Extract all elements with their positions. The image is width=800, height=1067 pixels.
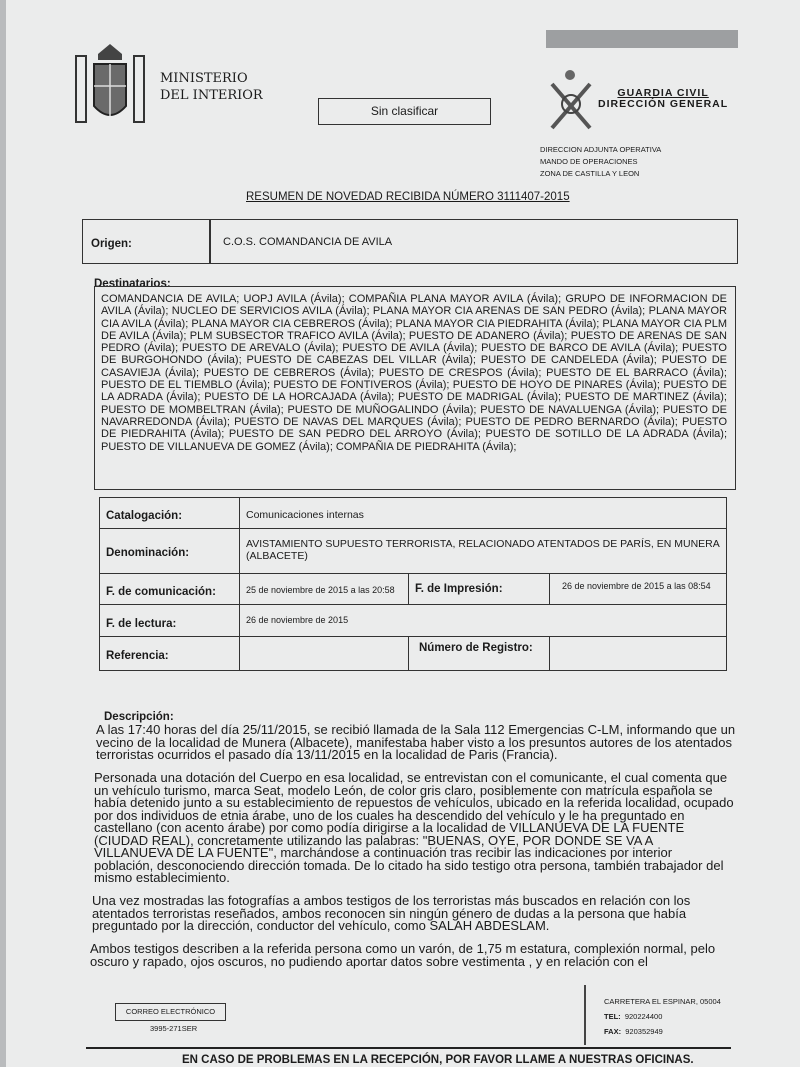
footer-fax: [604, 1024, 721, 1039]
guardia-civil-title: GUARDIA CIVIL: [617, 87, 709, 99]
coat-of-arms-icon: [70, 40, 150, 132]
document-title: RESUMEN DE NOVEDAD RECIBIDA NÚMERO 3111407-2015: [246, 191, 570, 203]
description-paragraph-1: A las 17:40 horas del día 25/11/2015, se recibió llamada de la Sala 112 Emergencias C-LM, informando que un vecino de la localidad de Munera (Albacete), manifestaba haber visto a los presuntos autores de los atentados terroristas ocurridos el pasado día 13/11/2015 en la localidad de Paris (Francia).: [96, 722, 736, 762]
origin-value: C.O.S. COMANDANCIA DE AVILA: [223, 236, 393, 248]
fax-number: 920352949: [625, 1027, 663, 1036]
office-line-2: MANDO DE OPERACIONES: [540, 157, 638, 166]
cataloging-value: Comunicaciones internas: [240, 498, 727, 529]
guardia-civil-direction: DIRECCIÓN GENERAL: [598, 98, 729, 110]
registry-number-label: Número de Registro:: [409, 637, 550, 671]
details-table: [99, 497, 727, 671]
footer-phone: [604, 1009, 721, 1024]
ministry-line-2: DEL INTERIOR: [160, 88, 263, 103]
classification-label: Sin clasificar: [370, 104, 439, 118]
description-paragraph-2: Personada una dotación del Cuerpo en esa localidad, se entrevistan con el comunicante, el cual comenta que un vehículo turismo, marca Seat, modelo León, de color gris claro, posiblemente con matrícula española se había detenido junto a su establecimiento de repuestos de vehículos, ubicado en la referida localidad, ocupado por dos individuos de etnia árabe, uno de los cuales ha descendido del vehículo y le ha preguntado en castellano (con acento árabe) por como podía dirigirse a la localidad de VILLANUEVA DE LA FUENTE (CIUDAD REAL), concretamente utilizando las palabras: "BUENAS, OYE, POR DONDE SE VA A VILLANUEVA DE LA FUENTE", marchándose a continuación tras recibir las indicaciones por interior población, desconociendo dirección tomada. De lo citado ha sido testigo otra persona, también trabajador del mismo establecimiento.: [94, 770, 734, 885]
footer-divider: [584, 985, 586, 1045]
email-label: CORREO ELECTRÓNICO: [125, 1007, 216, 1016]
recipients-text: COMANDANCIA DE AVILA; UOPJ AVILA (Ávila); COMPAÑIA PLANA MAYOR AVILA (Ávila); GRUPO DE INFORMACION DE AVILA (Ávila); NUCLEO DE SERVICIOS AVILA (Ávila); PLANA MAYOR CIA ARENAS DE SAN PEDRO (Ávila); PLANA MAYOR CIA AVILA (Ávila); PLANA MAYOR CIA CEBREROS (Ávila); PLANA MAYOR CIA PIEDRAHITA (Ávila); PLANA MAYOR CIA PLM DE AVILA (Ávila); PLM SUBSECTOR TRAFICO AVILA (Ávila); PUESTO DE ADANERO (Ávila); PUESTO DE ARENAS DE SAN PEDRO (Ávila); PUESTO DE AREVALO (Ávila); PUESTO DE AVILA (Ávila); PUESTO DE BARCO DE AVILA (Ávila); PUESTO DE BURGOHONDO (Ávila); PUESTO DE CABEZAS DEL VILLAR (Ávila); PUESTO DE CANDELEDA (Ávila); PUESTO DE CASAVIEJA (Ávila); PUESTO DE CEBREROS (Ávila); PUESTO DE CRESPOS (Ávila); PUESTO DE EL BARRACO (Ávila); PUESTO DE EL TIEMBLO (Ávila); PUESTO DE FONTIVEROS (Ávila); PUESTO DE HOYO DE PINARES (Ávila); PUESTO DE LA ADRADA (Ávila); PUESTO DE LA HORCAJADA (Ávila); PUESTO DE MADRIGAL (Ávila); PUESTO DE MARTINEZ (Ávila); PUESTO DE MOMBELTRAN (Ávila); PUESTO DE MUÑOGALINDO (Ávila); PUESTO DE NAVALUENGA (Ávila); PUESTO DE NAVARREDONDA (Ávila); PUESTO DE NAVAS DEL MARQUES (Ávila); PUESTO DE PEDRO BERNARDO (Ávila); PUESTO DE PIEDRAHITA (Ávila); PUESTO DE SAN PEDRO DEL ARROYO (Ávila); PUESTO DE SOTILLO DE LA ADRADA (Ávila); PUESTO DE VILLANUEVA DE GOMEZ (Ávila); COMPAÑIA DE PIEDRAHITA (Ávila);: [101, 293, 727, 453]
classification-box: [318, 98, 491, 125]
office-line-3: ZONA DE CASTILLA Y LEON: [540, 169, 640, 178]
reading-date-label: F. de lectura:: [100, 605, 240, 637]
registry-number-value: [550, 637, 727, 671]
reference-label: Referencia:: [100, 637, 240, 671]
footer-address: CARRETERA EL ESPINAR, 05004: [604, 997, 721, 1006]
reading-date-value: 26 de noviembre de 2015: [240, 605, 727, 637]
cataloging-label: Catalogación:: [100, 498, 240, 529]
guardia-civil-emblem-icon: [544, 68, 600, 134]
office-line-1: DIRECCION ADJUNTA OPERATIVA: [540, 145, 662, 154]
description-label: Descripción:: [104, 711, 174, 723]
description-paragraph-4: Ambos testigos describen a la referida persona como un varón, de 1,75 m estatura, complexión normal, pelo oscuro y rapado, ojos oscuros, no pudiendo aportar datos sobre vestimenta , y en relación con el: [90, 941, 716, 969]
print-date-value: 26 de noviembre de 2015 a las 08:54: [550, 574, 727, 605]
communication-date-value: 25 de noviembre de 2015 a las 20:58: [240, 574, 409, 605]
origin-box: [82, 219, 738, 264]
phone-number: 920224400: [624, 1012, 663, 1021]
ministry-line-1: MINISTERIO: [160, 71, 248, 86]
origin-divider: [209, 220, 211, 263]
denomination-value: AVISTAMIENTO SUPUESTO TERRORISTA, RELACIONADO ATENTADOS DE PARÍS, EN MUNERA (ALBACETE): [240, 529, 727, 574]
phone-label: TEL:: [604, 1012, 621, 1021]
recipients-box: [94, 286, 736, 490]
footer-notice: EN CASO DE PROBLEMAS EN LA RECEPCIÓN, POR FAVOR LLAME A NUESTRAS OFICINAS.: [182, 1054, 694, 1066]
email-box: [115, 1003, 226, 1021]
footer-code: 3995-271SER: [150, 1024, 198, 1033]
origin-label: Origen:: [91, 238, 132, 250]
description-paragraph-3: Una vez mostradas las fotografías a ambos testigos de los terroristas más buscados en relación con los atentados terroristas reseñados, ambos reconocen sin ningún género de dudas a la persona que había preguntado por la dirección, conductor del vehículo, como SALAH ABDESLAM.: [92, 893, 691, 933]
recipients-label: Destinatarios:: [94, 278, 171, 290]
print-date-label: F. de Impresión:: [409, 574, 550, 605]
reference-value: [240, 637, 409, 671]
header-stripe: [546, 30, 738, 48]
denomination-label: Denominación:: [100, 529, 240, 574]
footer-rule: [86, 1047, 731, 1049]
fax-label: FAX:: [604, 1027, 622, 1036]
communication-date-label: F. de comunicación:: [100, 574, 240, 605]
